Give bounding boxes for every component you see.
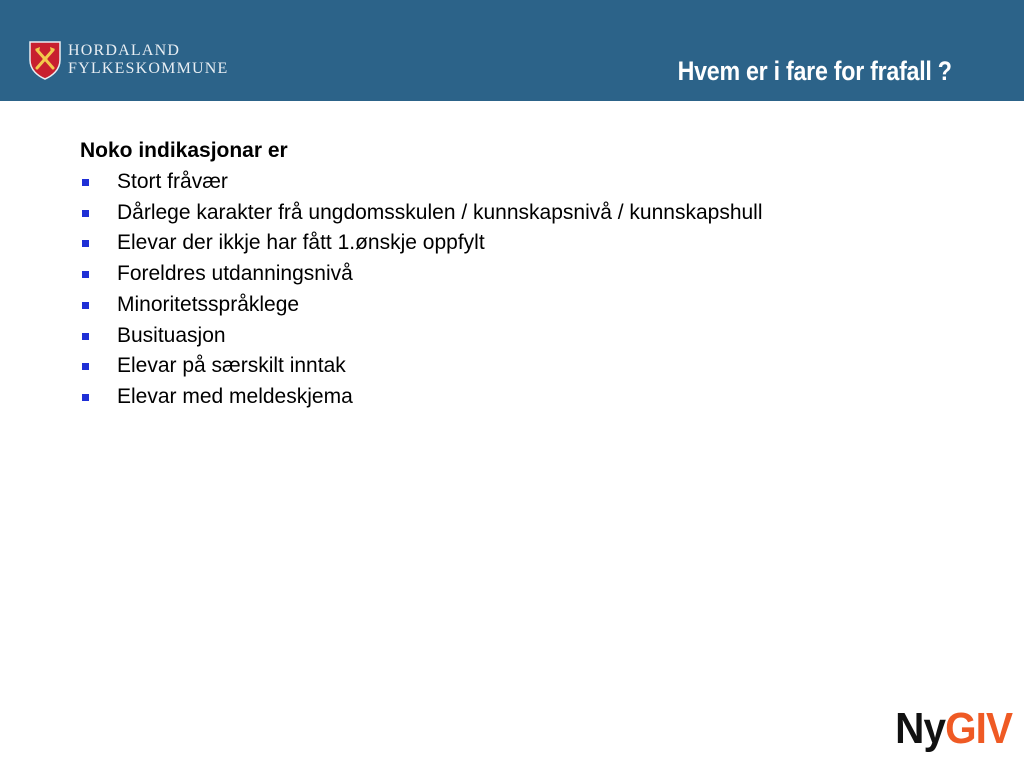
list-item — [80, 228, 960, 259]
county-name — [68, 42, 229, 78]
list-item — [80, 259, 960, 290]
square-bullet-icon — [82, 333, 89, 340]
county-shield-icon — [28, 40, 62, 80]
square-bullet-icon — [82, 240, 89, 247]
list-item-text: Foreldres utdanningsnivå — [117, 262, 353, 286]
header-bar — [0, 0, 1024, 101]
list-item-text: Dårlege karakter frå ungdomsskulen / kunnskapsnivå / kunnskapshull — [117, 200, 763, 224]
list-item — [80, 351, 960, 382]
list-item — [80, 198, 960, 229]
list-item-text: Elevar der ikkje har fått 1.ønskje oppfylt — [117, 231, 485, 255]
list-item-text: Stort fråvær — [117, 170, 228, 193]
subheading: Noko indikasjonar er — [80, 139, 288, 162]
list-item — [80, 382, 960, 413]
square-bullet-icon — [82, 363, 89, 370]
nygiv-logo-part2: GIV — [945, 704, 1012, 753]
indicator-list — [80, 167, 960, 413]
slide-body — [80, 137, 960, 413]
county-name-line2: FYLKESKOMMUNE — [68, 60, 229, 77]
list-item-text: Minoritetsspråklege — [117, 292, 300, 316]
list-item — [80, 321, 960, 352]
list-item — [80, 290, 960, 321]
list-item-text: Elevar med meldeskjema — [117, 384, 353, 408]
list-item-text: Elevar på særskilt inntak — [117, 354, 346, 378]
square-bullet-icon — [82, 210, 89, 217]
square-bullet-icon — [82, 271, 89, 278]
list-item — [80, 167, 960, 198]
square-bullet-icon — [82, 179, 89, 186]
list-item-text: Busituasjon — [117, 323, 226, 347]
square-bullet-icon — [82, 394, 89, 401]
nygiv-logo-part1: Ny — [895, 704, 946, 753]
slide-title: Hvem er i fare for frafall ? — [677, 56, 952, 86]
square-bullet-icon — [82, 302, 89, 309]
county-name-line1: HORDALAND — [68, 42, 181, 59]
nygiv-logo — [895, 704, 1012, 754]
county-logo — [28, 40, 229, 80]
